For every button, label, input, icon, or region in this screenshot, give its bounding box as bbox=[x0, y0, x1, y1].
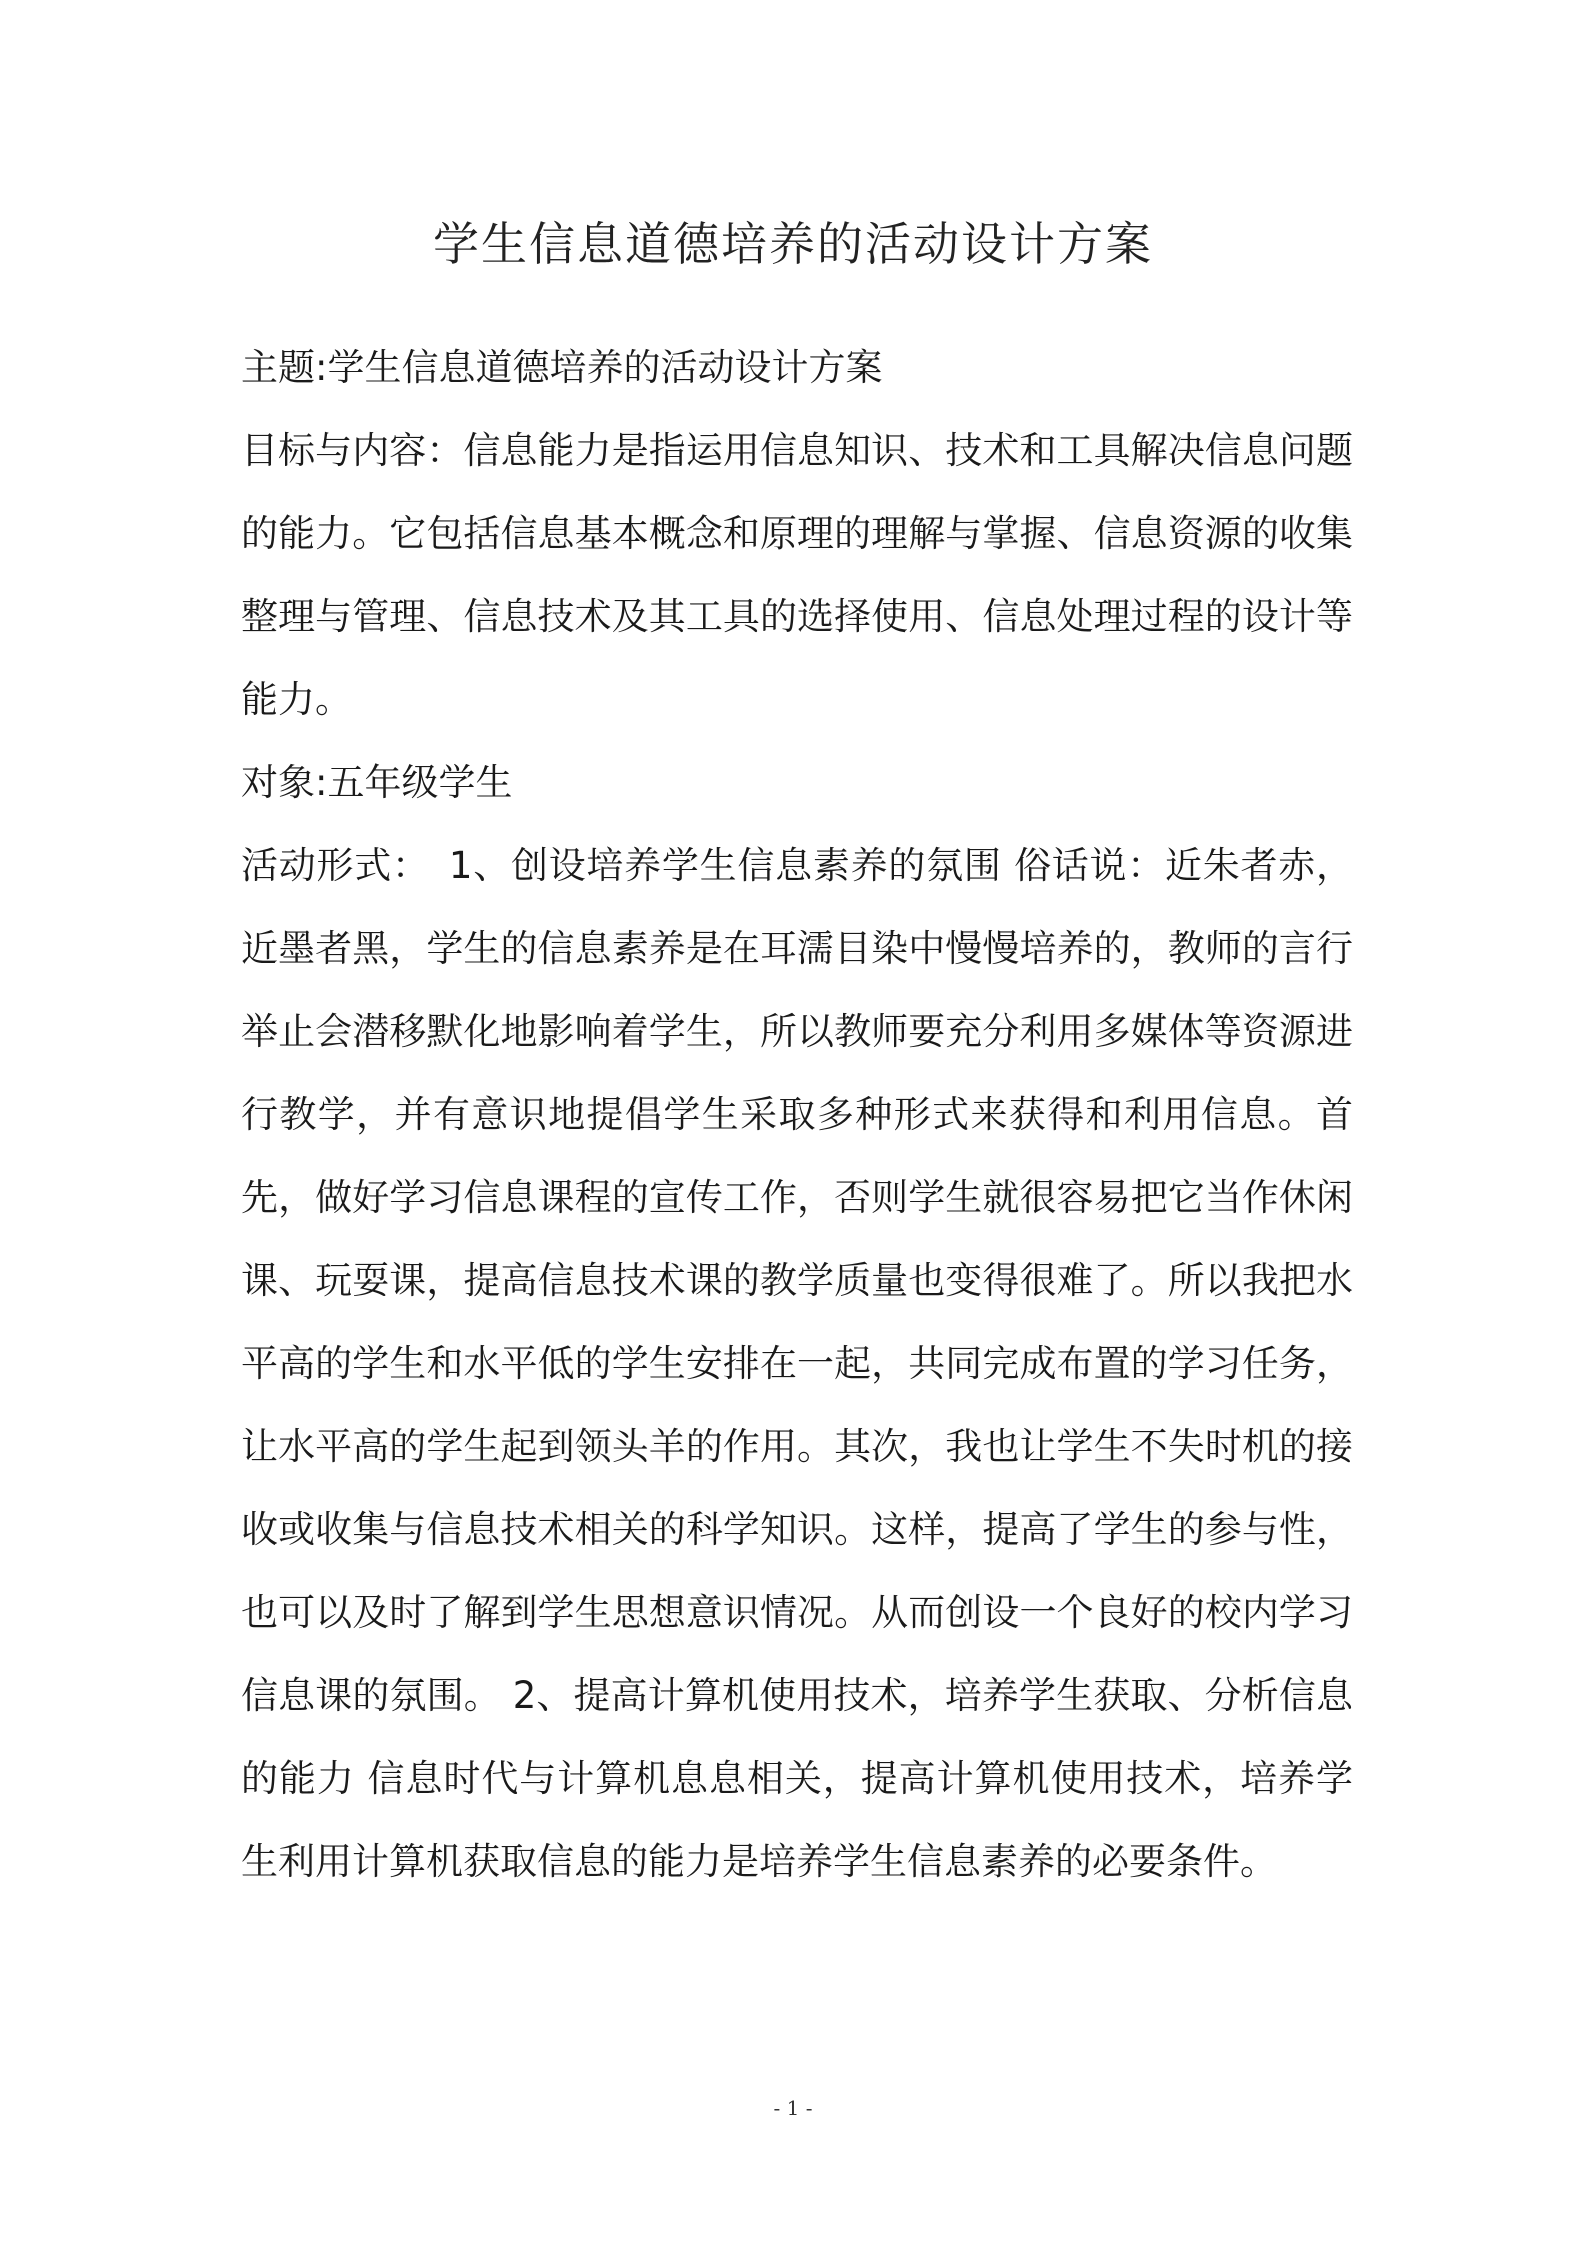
paragraph-activity-format: 活动形式： 1、创设培养学生信息素养的氛围 俗话说：近朱者赤，近墨者黑，学生的信息素养是在耳濡目染中慢慢培养的，教师的言行举止会潜移默化地影响着学生，所以教师要充分利用多媒体等资源进行教学，并有意识地提倡学生采取多种形式来获得和利用信息。首先，做好学习信息课程的宣传工作，否则学生就很容易把它当作休闲课、玩耍课，提高信息技术课的教学质量也变得很难了。所以我把水平高的学生和水平低的学生安排在一起，共同完成布置的学习任务，让水平高的学生起到领头羊的作用。其次，我也让学生不失时机的接收或收集与信息技术相关的科学知识。这样，提高了学生的参与性，也可以及时了解到学生思想意识情况。从而创设一个良好的校内学习信息课的氛围。 2、提高计算机使用技术，培养学生获取、分析信息的能力 信息时代与计算机息息相关，提高计算机使用技术，培养学生利用计算机获取信息的能力是培养学生信息素养的必要条件。 bbox=[241, 844, 1353, 1883]
document-title: 学生信息道德培养的活动设计方案 bbox=[433, 217, 1153, 271]
paragraph-goals-content: 目标与内容：信息能力是指运用信息知识、技术和工具解决信息问题的能力。它包括信息基本概念和原理的理解与掌握、信息资源的收集整理与管理、信息技术及其工具的选择使用、信息处理过程的设计等能力。 bbox=[241, 429, 1353, 721]
page-number: - 1 - bbox=[773, 2096, 813, 2120]
paragraph-audience: 对象:五年级学生 bbox=[241, 761, 513, 804]
paragraph-topic: 主题:学生信息道德培养的活动设计方案 bbox=[241, 346, 883, 389]
document-body bbox=[241, 326, 1353, 1903]
